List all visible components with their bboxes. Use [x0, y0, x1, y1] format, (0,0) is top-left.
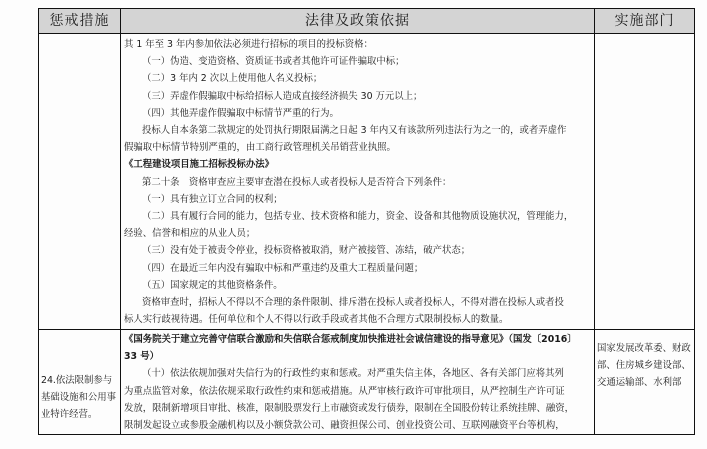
basis-line: 第二十条 资格审查应主要审查潜在投标人或者投标人是否符合下列条件：: [142, 176, 452, 188]
table-header-row: [39, 9, 695, 34]
basis-line: 资格审查时，招标人不得以不合理的条件限制、排斥潜在投标人或者投标人，不得对潜在投标人或者投: [142, 297, 564, 309]
basis-line: 假骗取中标情节特别严重的，由工商行政管理机关吊销营业执照。: [124, 142, 396, 154]
basis-law-title: 《国务院关于建立完善守信联合激励和失信联合惩戒制度加快推进社会诚信建设的指导意见》（国发〔2016〕: [124, 334, 577, 345]
basis-line: 标人实行歧视待遇。任何单位和个人不得以行政手段或者其他不合理方式限制投标人的数量。: [124, 314, 509, 326]
basis-line: （二）3 年内 2 次以上使用他人名义投标；: [142, 73, 323, 85]
basis-line: 投标人自本条第二款规定的处罚执行期限届满之日起 3 年内又有该款所列违法行为之一的，或者弄虚作: [142, 125, 567, 137]
header-basis: 法律及政策依据: [121, 9, 595, 34]
basis-line: 限制发起设立或参股金融机构以及小额贷款公司、融资担保公司、创业投资公司、互联网融资平台等机构，: [124, 420, 565, 432]
basis-line: 经验、信誉和相应的从业人员；: [124, 228, 256, 240]
measure-cell: 24.依法限制参与基础设施和公用事业特许经营。: [39, 330, 121, 435]
basis-line: （三）弄虚作假骗取中标给招标人造成直接经济损失 30 万元以上；: [142, 90, 423, 102]
table-row: [39, 34, 695, 330]
basis-line: （一）伪造、变造资格、资质证书或者其他许可证件骗取中标；: [142, 56, 405, 68]
basis-cell: [121, 34, 595, 330]
basis-line: （四）在最近三年内没有骗取中标和严重违约及重大工程质量问题；: [142, 262, 424, 274]
basis-law-title: 33 号）: [124, 351, 160, 363]
basis-line: （一）具有独立订立合同的权利；: [142, 193, 283, 205]
basis-line: 其 1 年至 3 年内参加依法必须进行招标的项目的投标资格：: [124, 39, 373, 50]
basis-line: 为重点监管对象，依法依规采取行政性约束和惩戒措施。从严审核行政许可审批项目，从严控制生产许可证: [124, 385, 565, 397]
table-row: [39, 330, 695, 435]
basis-cell: [121, 330, 595, 435]
basis-line: （二）具有履行合同的能力，包括专业、技术资格和能力，资金、设备和其他物质设施状况，管理能力，: [142, 211, 574, 223]
basis-line: （三）没有处于被责令停业，投标资格被取消，财产被接管、冻结，破产状态；: [142, 245, 471, 257]
basis-line: （十）依法依规加强对失信行为的行政性约束和惩戒。对严重失信主体，各地区、各有关部门应将其列: [142, 368, 564, 380]
basis-law-title: 《工程建设项目施工招标投标办法》: [124, 159, 275, 171]
header-department: 实施部门: [595, 9, 695, 34]
measure-cell: [39, 34, 121, 330]
department-cell: 国家发展改革委、财政部、住房城乡建设部、交通运输部、水利部: [595, 330, 695, 435]
basis-line: （四）其他弄虚作假骗取中标情节严重的行为。: [142, 107, 339, 119]
basis-line: 发放，限制新增项目审批、核准，限制股票发行上市融资或发行债券，限制在全国股份转让系统挂牌、融资，: [124, 402, 575, 414]
basis-line: （五）国家规定的其他资格条件。: [142, 279, 283, 291]
department-cell: [595, 34, 695, 330]
header-measure: 惩戒措施: [39, 9, 121, 34]
punishment-table: [38, 8, 695, 435]
